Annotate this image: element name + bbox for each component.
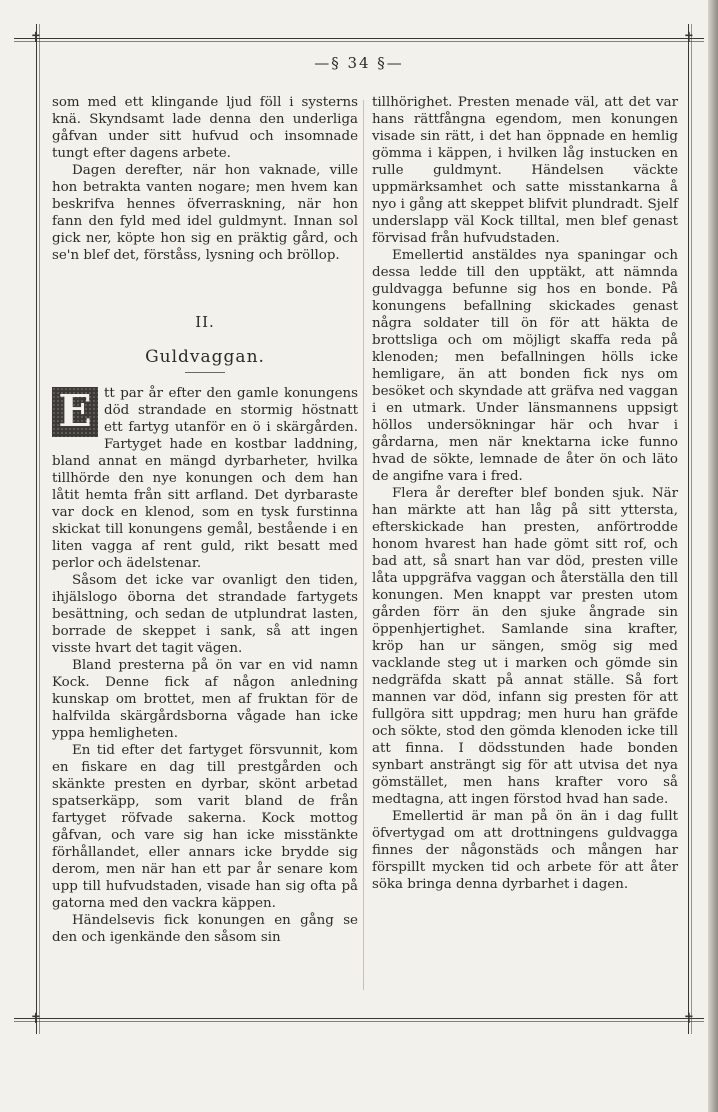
section-title: Guldvaggan. bbox=[145, 347, 265, 367]
border-rule-left bbox=[36, 24, 37, 1034]
corner-ornament-top-left: ✝ bbox=[30, 30, 42, 46]
paragraph: som med ett klingande ljud föll i systerns knä. Skyndsamt lade denna den underliga gåfvan under sitt hufvud och insomnade tungt efter dagens arbete. bbox=[52, 95, 358, 161]
border-rule-top bbox=[14, 38, 704, 39]
left-column bbox=[52, 94, 358, 946]
corner-ornament-bottom-left: ✝ bbox=[30, 1011, 42, 1027]
dropcap-initial: E bbox=[52, 387, 98, 437]
paragraph: En tid efter det fartyget försvunnit, kom en fiskare en dag till prestgården och skänkte presten en dyrbar, skönt arbetad spatserkäpp, som varit bland de från fartyget röfvade sakerna. Kock mottog gåfvan, och vare sig han icke misstänkte förhållandet, eller annars icke brydde sig derom, men när han ett par år senare kom upp till hufvudstaden, visade han sig ofta på gatorna med den vackra käppen. bbox=[52, 743, 358, 911]
paragraph: Dagen derefter, när hon vaknade, ville hon betrakta vanten nogare; men hvem kan beskrifva hennes öfverraskning, när hon fann den fyld med idel guldmynt. Innan sol gick ner, köpte hon sig en präktig gård, och se'n blef det, förståss, lysning och bröllop. bbox=[52, 163, 358, 263]
corner-ornament-top-right: ✝ bbox=[683, 30, 695, 46]
border-rule-right bbox=[688, 24, 689, 1034]
paragraph-text: tt par år efter den gamle konungens död strandade en stormig höstnatt ett fartyg utanför en ö i skärgården. Fartyget hade en kostbar laddning, bland annat en mängd dyrbarheter, hvilka tillhörde den nye konungen och dem han låtit hemta från sitt arfland. Det dyrbaraste var dock en klenod, som en tysk furstinna skickat till konungens gemål, bestående i en liten vagga af rent guld, rikt besatt med perlor och ädelstenar. bbox=[52, 386, 358, 571]
page-edge bbox=[708, 0, 718, 1112]
section-number: II. bbox=[195, 313, 215, 331]
column-divider bbox=[363, 100, 364, 990]
border-rule-left-inner bbox=[39, 24, 40, 1034]
paragraph: tillhörighet. Presten menade väl, att det var hans rättfångna egendom, men konungen visade sin rätt, i det han öppnade en hemlig gömma i käppen, i hvilken låg instucken en rulle guldmynt. Händelsen väckte uppmärksamhet och satte misstankarna å nyo i gång att skeppet blifvit plundradt. Sjelf underslapp väl Kock tilltal, men blef genast förvisad från hufvudstaden. bbox=[372, 95, 678, 246]
border-rule-top-inner bbox=[14, 41, 704, 42]
paragraph: Händelsevis fick konungen en gång se den och igenkände den såsom sin bbox=[52, 913, 358, 945]
border-rule-bottom-inner bbox=[14, 1021, 704, 1022]
paragraph: Emellertid anstäldes nya spaningar och dessa ledde till den upptäkt, att nämnda guldvagga befunne sig hos en bonde. På konungens befallning skickades genast några soldater till ön för att häkta de brottsliga och om möjligt skaffa reda på klenoden; men befallningen hölls icke hemligare, än att bonden fick nys om besöket och skyndade att gräfva ned vaggan i en utmark. Under länsmannens uppsigt höllos undersökningar här och hvar i gårdarna, men när knektarna icke funno hvad de sökte, lemnade de åter ön och läto de angifne vara i fred. bbox=[372, 248, 678, 484]
paragraph: Såsom det icke var ovanligt den tiden, ihjälslogo öborna det strandade fartygets besättning, och sedan de utplundrat lasten, borrade de skeppet i sank, så att ingen visste hvart det tagit vägen. bbox=[52, 573, 358, 656]
paragraph: Bland presterna på ön var en vid namn Kock. Denne fick af någon anledning kunskap om brottet, men af fruktan för de halfvilda skärgårdsborna vågade han icke yppa hemligheten. bbox=[52, 658, 358, 741]
border-rule-bottom bbox=[14, 1018, 704, 1019]
title-divider bbox=[185, 372, 225, 373]
paragraph: Flera år derefter blef bonden sjuk. När han märkte att han låg på sitt yttersta, efterskickade han presten, anförtrodde honom hvarest han hade gömt sitt rof, och bad att, så snart han var död, presten ville låta uppgräfva vaggan och återställa den till konungen. Men knappt var presten utom gården förr än den sjuke ångrade sin öppenhjertighet. Samlande sina krafter, kröp han ur sängen, smög sig med vacklande steg ut i marken och gömde sin nedgräfda skatt på annat ställe. Så fort mannen var död, infann sig presten för att fullgöra sitt uppdrag; men huru han gräfde och sökte, stod den gömda klenoden icke till att finna. I dödsstunden hade bonden synbart ansträngt sig för att utvisa det nya gömstället, men hans krafter voro så medtagna, att ingen förstod hvad han sade. bbox=[372, 486, 678, 807]
right-column bbox=[372, 94, 678, 893]
page-number: —§ 34 §— bbox=[314, 54, 404, 72]
corner-ornament-bottom-right: ✝ bbox=[683, 1011, 695, 1027]
paragraph: Emellertid är man på ön än i dag fullt öfvertygad om att drottningens guldvagga finnes der någonstäds och mången har förspillt mycken tid och arbete för att åter söka bringa denna dyrbarhet i dagen. bbox=[372, 809, 678, 892]
border-rule-right-inner bbox=[691, 24, 692, 1034]
paragraph bbox=[52, 385, 358, 572]
